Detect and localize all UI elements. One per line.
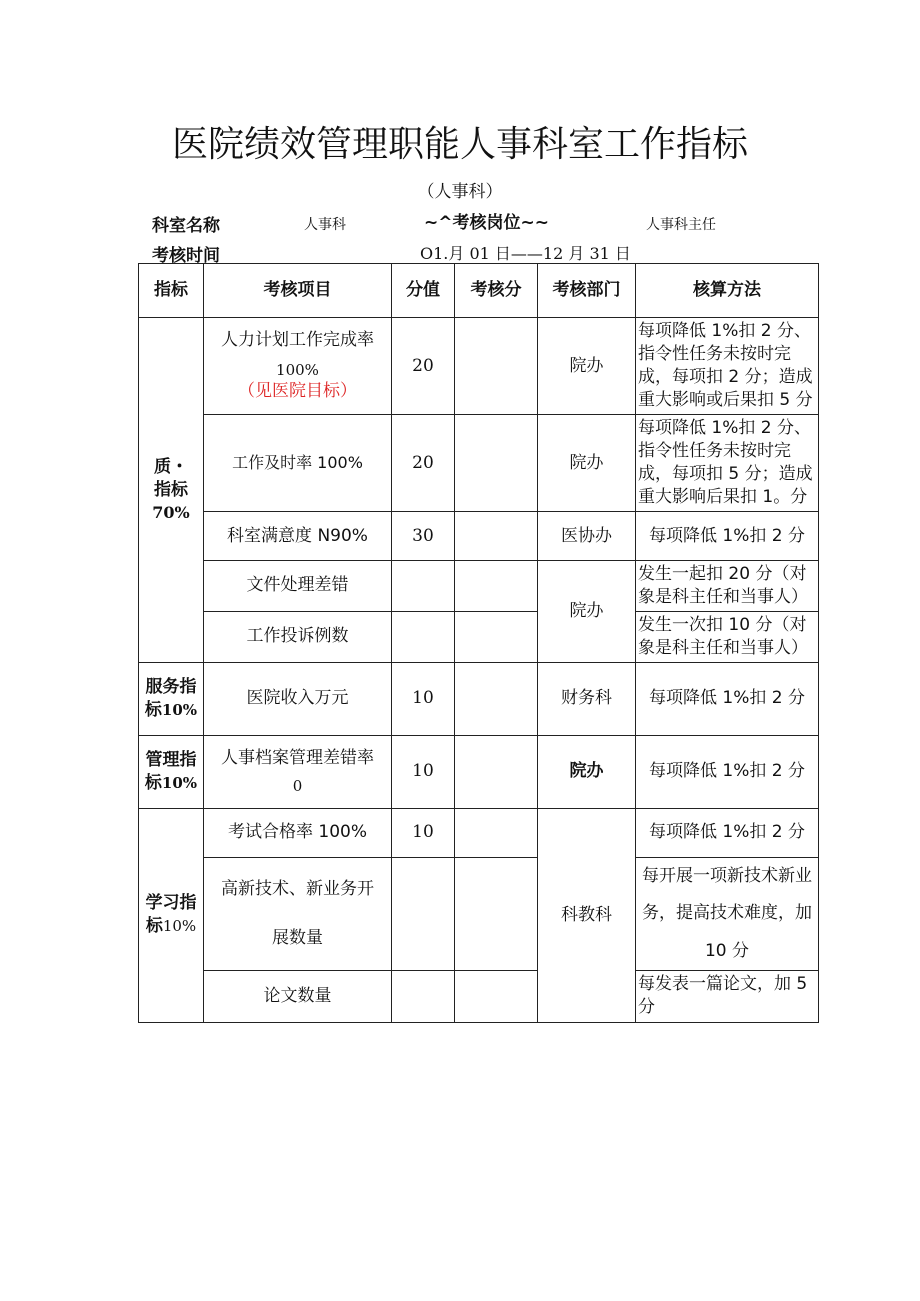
post-value: 人事科主任 <box>646 217 716 233</box>
dept-cell: 院办 <box>538 318 636 415</box>
item-cell <box>204 318 392 415</box>
dept-cell: 财务科 <box>538 662 636 735</box>
item-cell <box>204 735 392 808</box>
assessed-score-cell[interactable] <box>455 970 538 1022</box>
category-service <box>139 662 204 735</box>
score-cell <box>392 561 455 612</box>
dept-cell: 院办 <box>538 735 636 808</box>
item-cell: 论文数量 <box>204 970 392 1022</box>
item-line1: 高新技术、新业务开 <box>221 878 374 899</box>
assessed-score-cell[interactable] <box>455 415 538 512</box>
category-quality-label: 质・指标 <box>154 457 188 501</box>
method-cell: 每项降低 1%扣 2 分 <box>636 662 819 735</box>
table-row <box>139 970 819 1022</box>
dept-cell: 院办 <box>538 415 636 512</box>
assessed-score-cell[interactable] <box>455 662 538 735</box>
method-cell: 发生一起扣 20 分（对象是科主任和当事人） <box>636 561 819 612</box>
score-cell <box>392 970 455 1022</box>
score-cell: 20 <box>392 415 455 512</box>
indicator-table <box>138 263 819 1023</box>
category-learning <box>139 808 204 1022</box>
header-score: 分值 <box>392 264 455 318</box>
method-cell: 每开展一项新技术新业务，提高技术难度，加 10 分 <box>636 857 819 970</box>
category-management-label: 管理指标 <box>144 749 197 793</box>
header-indicator: 指标 <box>139 264 204 318</box>
assessed-score-cell[interactable] <box>455 857 538 970</box>
item-cell <box>204 415 392 512</box>
assessed-score-cell[interactable] <box>455 808 538 857</box>
document-title: 医院绩效管理职能人事科室工作指标 <box>171 124 748 165</box>
header-method: 核算方法 <box>636 264 819 318</box>
table-row <box>139 415 819 512</box>
method-cell: 每项降低 1%扣 2 分 <box>636 512 819 561</box>
score-cell: 30 <box>392 512 455 561</box>
item-cell: 考试合格率 100% <box>204 808 392 857</box>
category-quality-weight: 70% <box>152 503 190 523</box>
score-cell: 10 <box>392 808 455 857</box>
method-cell: 每项降低 1%扣 2 分、指令性任务未按时完成，每项扣 5 分；造成重大影响后果扣 1。分 <box>636 415 819 512</box>
header-assessing-dept: 考核部门 <box>538 264 636 318</box>
score-cell: 10 <box>392 662 455 735</box>
assessed-score-cell[interactable] <box>455 611 538 662</box>
category-quality <box>139 318 204 663</box>
item-text: 工作及时率 100% <box>232 452 363 472</box>
item-cell: 医院收入万元 <box>204 662 392 735</box>
table-row <box>139 662 819 735</box>
table-row <box>139 857 819 970</box>
item-cell: 科室满意度 N90% <box>204 512 392 561</box>
period-label: 考核时间 <box>152 246 220 266</box>
assessed-score-cell[interactable] <box>455 735 538 808</box>
item-note: （见医院目标） <box>238 381 357 402</box>
post-label: ~^考核岗位~~ <box>424 213 549 233</box>
method-cell: 每项降低 1%扣 2 分 <box>636 735 819 808</box>
score-cell: 20 <box>392 318 455 415</box>
item-line1: 人力计划工作完成率 <box>221 329 374 350</box>
category-service-label: 服务指标 <box>144 676 197 720</box>
method-cell: 每项降低 1%扣 2 分 <box>636 808 819 857</box>
method-cell: 发生一次扣 10 分（对象是科主任和当事人） <box>636 611 819 662</box>
score-cell: 10 <box>392 735 455 808</box>
item-cell <box>204 857 392 970</box>
item-line2: 0 <box>292 777 303 796</box>
table-row <box>139 318 819 415</box>
assessed-score-cell[interactable] <box>455 318 538 415</box>
table-row <box>139 512 819 561</box>
category-service-weight: 10% <box>161 700 198 719</box>
table-row <box>139 735 819 808</box>
category-management <box>139 735 204 808</box>
table-header-row <box>139 264 819 318</box>
assessed-score-cell[interactable] <box>455 561 538 612</box>
item-line2: 展数量 <box>272 927 323 948</box>
header-assessed-score: 考核分 <box>455 264 538 318</box>
category-management-weight: 10% <box>161 773 198 792</box>
method-cell: 每发表一篇论文，加 5 分 <box>636 970 819 1022</box>
item-line1: 人事档案管理差错率 <box>221 748 374 769</box>
item-line2: 100% <box>276 360 319 379</box>
table-row <box>139 611 819 662</box>
item-cell: 工作投诉例数 <box>204 611 392 662</box>
dept-cell: 医协办 <box>538 512 636 561</box>
category-learning-weight: 10% <box>162 917 197 936</box>
dept-cell: 科教科 <box>538 808 636 1022</box>
table-row <box>139 561 819 612</box>
item-cell: 文件处理差错 <box>204 561 392 612</box>
assessed-score-cell[interactable] <box>455 512 538 561</box>
score-cell <box>392 611 455 662</box>
dept-value: 人事科 <box>304 217 346 233</box>
category-learning-label: 学习指标 <box>145 893 197 937</box>
dept-cell: 院办 <box>538 561 636 663</box>
method-cell: 每项降低 1%扣 2 分、指令性任务未按时完成，每项扣 2 分；造成重大影响或后果扣 5 分 <box>636 318 819 415</box>
document-subtitle: （人事科） <box>417 182 503 202</box>
header-item: 考核项目 <box>204 264 392 318</box>
table-row <box>139 808 819 857</box>
score-cell <box>392 857 455 970</box>
period-value: O1.月 01 日——12 月 31 日 <box>420 244 631 263</box>
dept-label: 科室名称 <box>152 216 220 236</box>
